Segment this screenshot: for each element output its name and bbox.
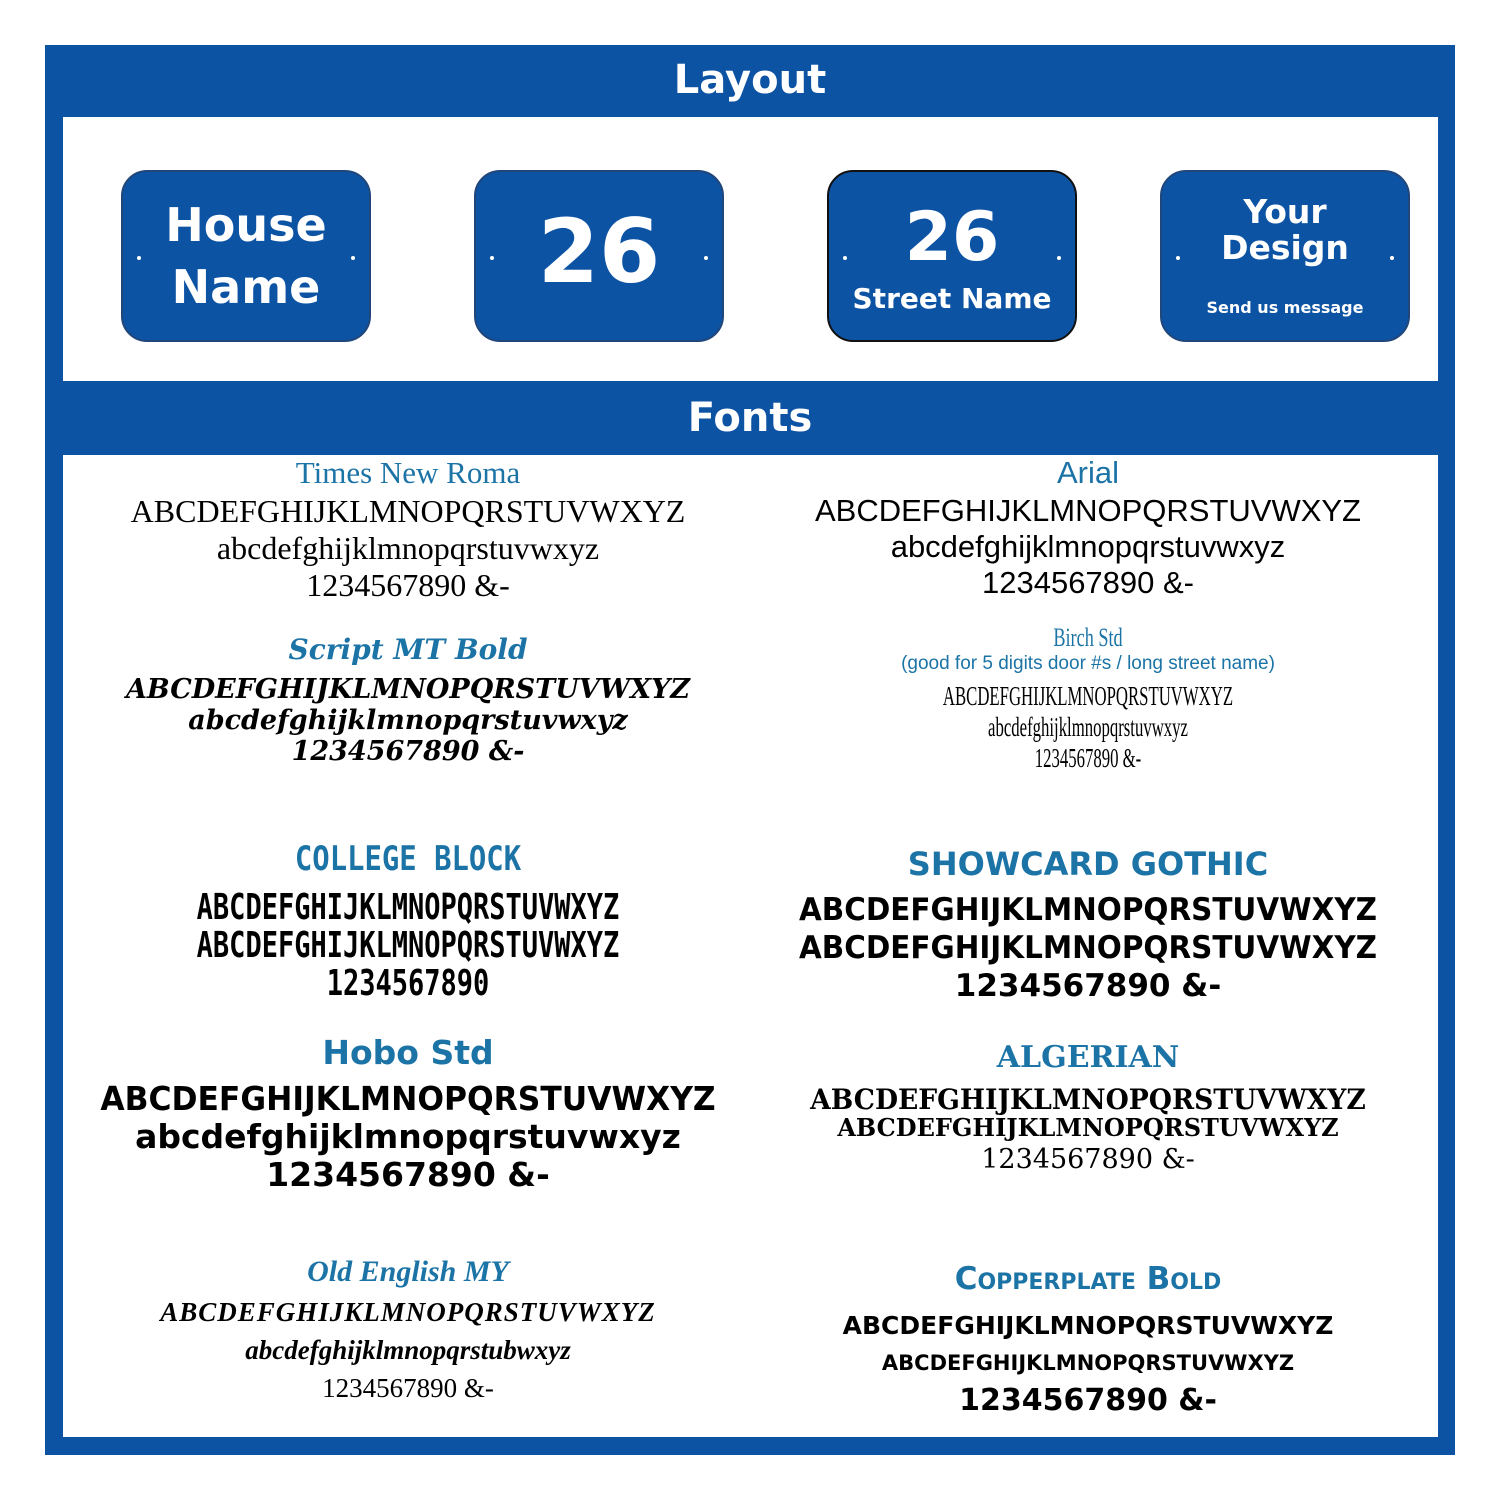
font-sample-arial xyxy=(758,455,1418,601)
uppercase-line: ABCDEFGHIJKLMNOPQRSTUVWXYZ xyxy=(100,1079,716,1118)
font-name: SHOWCARD GOTHIC xyxy=(907,845,1269,883)
uppercase-line: ABCDEFGHIJKLMNOPQRSTUVWXYZ xyxy=(798,892,1378,928)
font-name: Copperplate Bold xyxy=(954,1261,1222,1297)
lowercase-line: abcdefghijklmnopqrstuvwxyz xyxy=(216,530,600,566)
uppercase-line: ABCDEFGHIJKLMNOPQRSTUVWXYZ xyxy=(798,930,1378,966)
lowercase-line: abcdefghijklmnopqrstuvwxyz xyxy=(135,1117,681,1156)
lowercase-line: abcdefghijklmnopqrstuvwxyz xyxy=(988,712,1188,742)
layout-heading: Layout xyxy=(673,57,827,103)
uppercase-line: ABCDEFGHIJKLMNOPQRSTUVWXYZ xyxy=(160,1297,656,1327)
digits-line: 1234567890 &- xyxy=(1034,743,1142,773)
font-name: COLLEGE BLOCK xyxy=(294,839,522,879)
digits-line: 1234567890 &- xyxy=(291,736,525,767)
font-sample-old-english xyxy=(78,1255,738,1407)
plate-house-name[interactable] xyxy=(121,170,371,342)
plate-note: Send us message xyxy=(1206,298,1364,317)
digits-line: 1234567890 &- xyxy=(322,1373,494,1403)
plate-house-number[interactable] xyxy=(474,170,724,342)
fonts-panel xyxy=(63,455,1438,1437)
font-name: Times New Roma xyxy=(295,455,521,490)
font-name: Script MT Bold xyxy=(288,633,528,666)
digits-line: 1234567890 &- xyxy=(981,565,1195,600)
layout-panel xyxy=(63,117,1438,381)
font-sample-script xyxy=(78,633,738,767)
plate-number-street[interactable] xyxy=(827,170,1077,342)
uppercase-line: ABCDEFGHIJKLMNOPQRSTUVWXYZ xyxy=(196,887,620,928)
font-name: Arial xyxy=(1056,455,1119,490)
plate-line2: Design xyxy=(1221,228,1349,267)
uppercase-line: ABCDEFGHIJKLMNOPQRSTUVWXYZ xyxy=(125,674,691,705)
font-name: Birch Std xyxy=(1053,623,1123,652)
font-sample-showcard xyxy=(758,845,1418,1005)
digits-line: 1234567890 &- xyxy=(959,1383,1217,1418)
plate-line1: House xyxy=(165,198,327,252)
font-sample-hobo xyxy=(78,1033,738,1194)
font-name: ALGERIAN xyxy=(996,1040,1180,1075)
uppercase-line: ABCDEFGHIJKLMNOPQRSTUVWXYZ xyxy=(130,493,686,529)
fonts-heading: Fonts xyxy=(687,395,813,441)
lowercase-line: abcdefghijklmnopqrstubwxyz xyxy=(245,1335,571,1365)
plate-street: Street Name xyxy=(852,282,1052,315)
uppercase-line: ABCDEFGHIJKLMNOPQRSTUVWXYZ xyxy=(881,1351,1295,1375)
uppercase-line: ABCDEFGHIJKLMNOPQRSTUVWXYZ xyxy=(815,493,1361,528)
font-name: Old English MY xyxy=(307,1255,509,1288)
digits-line: 1234567890 &- xyxy=(266,1155,550,1194)
digits-line: 1234567890 &- xyxy=(981,1144,1195,1175)
font-sample-algerian xyxy=(758,1040,1418,1179)
font-sample-copperplate xyxy=(758,1261,1418,1421)
plate-your-design[interactable] xyxy=(1160,170,1410,342)
uppercase-line: ABCDEFGHIJKLMNOPQRSTUVWXYZ xyxy=(837,1113,1339,1142)
digits-line: 1234567890 &- xyxy=(954,968,1222,1004)
uppercase-line: ABCDEFGHIJKLMNOPQRSTUVWXYZ xyxy=(810,1083,1366,1116)
font-note: (good for 5 digits door #s / long street name) xyxy=(901,653,1275,674)
uppercase-line: ABCDEFGHIJKLMNOPQRSTUVWXYZ xyxy=(842,1311,1334,1340)
font-name: Hobo Std xyxy=(322,1033,494,1072)
font-sample-college-block xyxy=(78,839,738,1003)
font-sample-birch xyxy=(758,623,1418,774)
uppercase-line: ABCDEFGHIJKLMNOPQRSTUVWXYZ xyxy=(942,681,1234,711)
font-sample-times xyxy=(78,455,738,604)
digits-line: 1234567890 xyxy=(326,963,490,1004)
sign-options-frame xyxy=(45,45,1455,1455)
plate-line1: Your xyxy=(1243,192,1327,231)
plate-line2: Name xyxy=(171,260,321,314)
lowercase-line: abcdefghijklmnopqrstuvwxyz xyxy=(188,705,628,736)
digits-line: 1234567890 &- xyxy=(306,567,510,603)
uppercase-line: ABCDEFGHIJKLMNOPQRSTUVWXYZ xyxy=(196,925,620,966)
plate-number: 26 xyxy=(537,200,661,303)
plate-number: 26 xyxy=(904,198,1000,277)
lowercase-line: abcdefghijklmnopqrstuvwxyz xyxy=(890,529,1286,564)
